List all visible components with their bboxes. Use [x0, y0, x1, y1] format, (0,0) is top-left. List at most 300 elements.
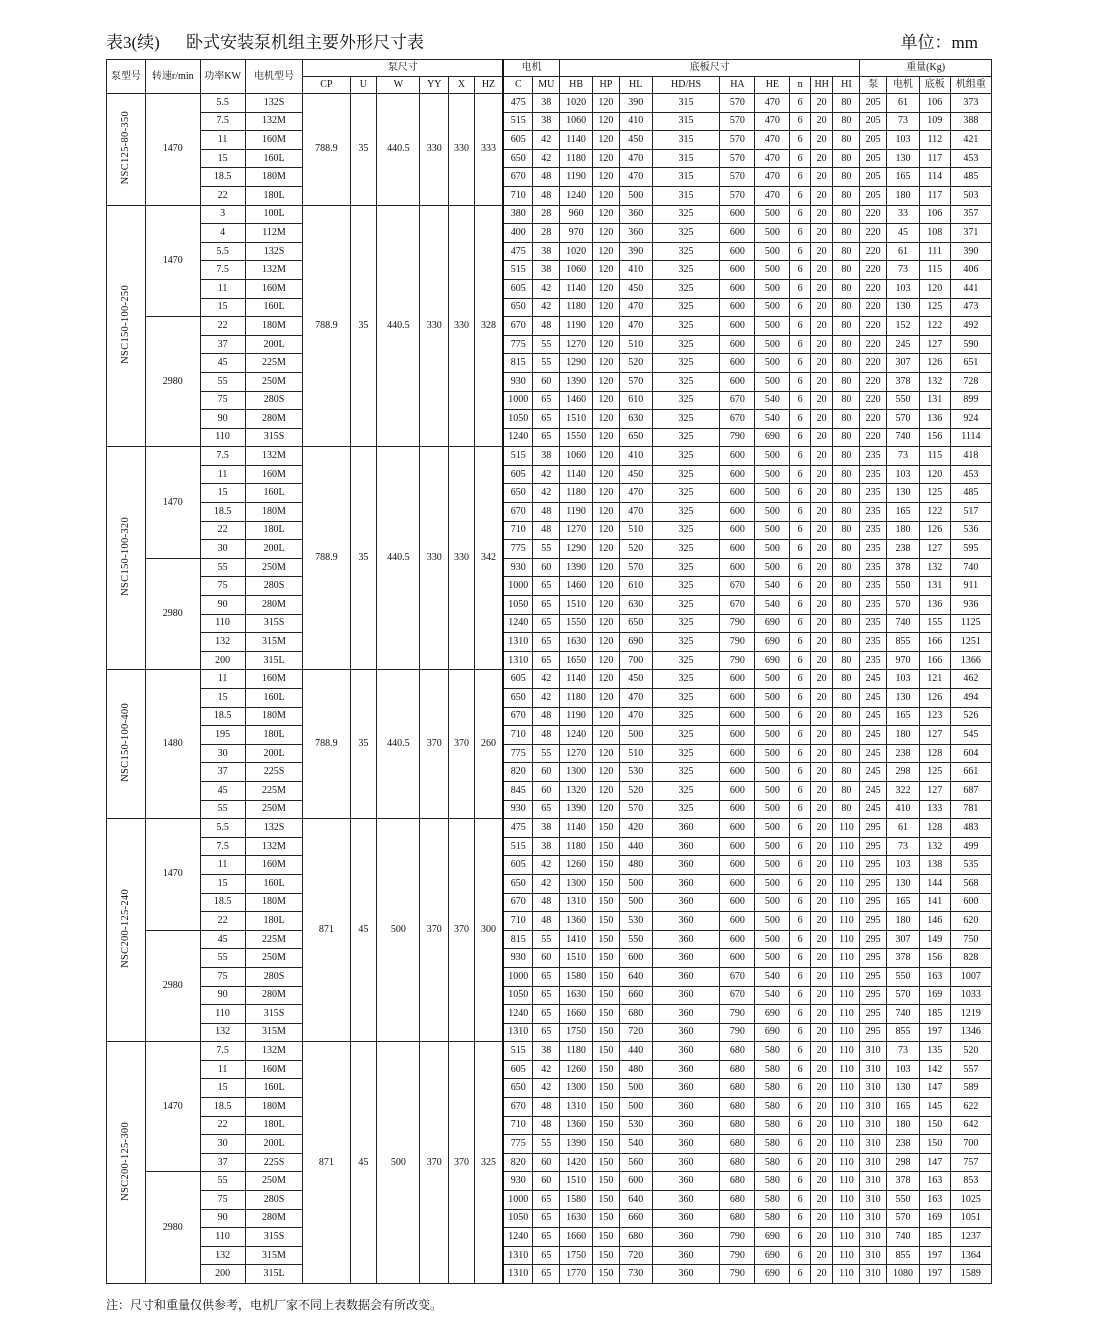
data-cell: 540: [755, 596, 790, 615]
data-cell: 500: [755, 707, 790, 726]
data-cell: 180: [887, 186, 920, 205]
data-cell: 325: [652, 614, 720, 633]
table-row: [107, 168, 992, 187]
subheader-cell: HD/HS: [652, 77, 720, 94]
data-cell: 605: [503, 465, 533, 484]
data-cell: 6: [790, 1246, 811, 1265]
motor-type-cell: 180M: [245, 707, 303, 726]
data-cell: 325: [652, 781, 720, 800]
data-cell: 220: [860, 261, 887, 280]
data-cell: 690: [755, 633, 790, 652]
data-cell: 197: [919, 1023, 950, 1042]
data-cell: 80: [833, 484, 860, 503]
data-cell: 150: [593, 1116, 620, 1135]
data-cell: 65: [533, 1209, 560, 1228]
data-cell: 6: [790, 967, 811, 986]
data-cell: 245: [860, 781, 887, 800]
data-cell: 65: [533, 1005, 560, 1024]
data-cell: 20: [810, 484, 833, 503]
data-cell: 421: [950, 131, 991, 150]
data-cell: 103: [887, 279, 920, 298]
data-cell: 710: [503, 521, 533, 540]
data-cell: 325: [652, 428, 720, 447]
data-cell: 1050: [503, 596, 533, 615]
data-cell: 540: [755, 391, 790, 410]
power-cell: 3: [200, 205, 245, 224]
data-cell: 20: [810, 651, 833, 670]
pump-dim-cell: 330: [420, 447, 449, 670]
data-cell: 48: [533, 317, 560, 336]
data-cell: 360: [652, 1005, 720, 1024]
data-cell: 20: [810, 540, 833, 559]
data-cell: 20: [810, 781, 833, 800]
motor-type-cell: 180M: [245, 1098, 303, 1117]
data-cell: 125: [919, 484, 950, 503]
motor-type-cell: 160L: [245, 1079, 303, 1098]
data-cell: 418: [950, 447, 991, 466]
data-cell: 855: [887, 633, 920, 652]
power-cell: 11: [200, 856, 245, 875]
data-cell: 600: [720, 317, 755, 336]
data-cell: 536: [950, 521, 991, 540]
data-cell: 500: [755, 874, 790, 893]
data-cell: 103: [887, 1060, 920, 1079]
data-cell: 295: [860, 930, 887, 949]
data-cell: 20: [810, 670, 833, 689]
data-cell: 310: [860, 1079, 887, 1098]
power-cell: 110: [200, 1228, 245, 1247]
data-cell: 1050: [503, 410, 533, 429]
data-cell: 20: [810, 503, 833, 522]
data-cell: 80: [833, 391, 860, 410]
data-cell: 235: [860, 614, 887, 633]
data-cell: 540: [755, 986, 790, 1005]
data-cell: 600: [720, 261, 755, 280]
data-cell: 6: [790, 149, 811, 168]
data-cell: 570: [720, 112, 755, 131]
motor-type-cell: 180L: [245, 521, 303, 540]
data-cell: 470: [619, 317, 652, 336]
data-cell: 815: [503, 354, 533, 373]
data-cell: 1630: [560, 1209, 593, 1228]
power-cell: 5.5: [200, 819, 245, 838]
data-cell: 38: [533, 819, 560, 838]
data-cell: 220: [860, 410, 887, 429]
data-cell: 103: [887, 856, 920, 875]
data-cell: 33: [887, 205, 920, 224]
data-cell: 20: [810, 1023, 833, 1042]
table-row: [107, 1116, 992, 1135]
data-cell: 485: [950, 484, 991, 503]
data-cell: 42: [533, 856, 560, 875]
data-cell: 65: [533, 577, 560, 596]
data-cell: 540: [755, 577, 790, 596]
subheader-cell: n: [790, 77, 811, 94]
data-cell: 680: [720, 1060, 755, 1079]
data-cell: 120: [593, 131, 620, 150]
data-cell: 360: [652, 912, 720, 931]
data-cell: 65: [533, 1265, 560, 1284]
data-cell: 110: [833, 967, 860, 986]
power-cell: 7.5: [200, 261, 245, 280]
data-cell: 110: [833, 930, 860, 949]
data-cell: 1460: [560, 577, 593, 596]
data-cell: 103: [887, 465, 920, 484]
data-cell: 20: [810, 428, 833, 447]
pump-dim-cell: 788.9: [303, 94, 350, 206]
data-cell: 20: [810, 354, 833, 373]
model-label: NSC150-100-250: [119, 284, 131, 364]
data-cell: 325: [652, 744, 720, 763]
data-cell: 117: [919, 149, 950, 168]
data-cell: 710: [503, 186, 533, 205]
motor-type-cell: 160L: [245, 689, 303, 708]
table-row: [107, 1135, 992, 1154]
data-cell: 80: [833, 94, 860, 113]
table-row: [107, 726, 992, 745]
data-cell: 144: [919, 874, 950, 893]
data-cell: 20: [810, 893, 833, 912]
data-cell: 110: [833, 912, 860, 931]
pump-dim-cell: 330: [420, 94, 449, 206]
data-cell: 48: [533, 912, 560, 931]
unit-label: 单位：mm: [900, 33, 978, 52]
data-cell: 325: [652, 298, 720, 317]
data-cell: 48: [533, 707, 560, 726]
data-cell: 325: [652, 410, 720, 429]
data-cell: 360: [652, 930, 720, 949]
data-cell: 500: [755, 205, 790, 224]
motor-type-cell: 200L: [245, 335, 303, 354]
data-cell: 315: [652, 94, 720, 113]
data-cell: 1000: [503, 391, 533, 410]
data-cell: 557: [950, 1060, 991, 1079]
motor-type-cell: 180L: [245, 726, 303, 745]
data-cell: 20: [810, 930, 833, 949]
data-cell: 180: [887, 912, 920, 931]
power-cell: 15: [200, 484, 245, 503]
power-cell: 18.5: [200, 893, 245, 912]
data-cell: 150: [593, 1042, 620, 1061]
data-cell: 150: [593, 1079, 620, 1098]
pump-dim-cell: 440.5: [377, 94, 420, 206]
table-row: [107, 874, 992, 893]
data-cell: 930: [503, 949, 533, 968]
data-cell: 500: [755, 689, 790, 708]
data-cell: 6: [790, 1060, 811, 1079]
data-cell: 781: [950, 800, 991, 819]
data-cell: 150: [593, 1060, 620, 1079]
data-cell: 6: [790, 205, 811, 224]
data-cell: 520: [619, 781, 652, 800]
data-cell: 470: [619, 484, 652, 503]
data-cell: 1310: [503, 651, 533, 670]
data-cell: 790: [720, 1265, 755, 1284]
data-cell: 1580: [560, 967, 593, 986]
data-cell: 235: [860, 447, 887, 466]
data-cell: 406: [950, 261, 991, 280]
data-cell: 103: [887, 670, 920, 689]
data-cell: 245: [860, 726, 887, 745]
data-cell: 220: [860, 354, 887, 373]
data-cell: 1190: [560, 168, 593, 187]
motor-type-cell: 200L: [245, 540, 303, 559]
motor-type-cell: 160L: [245, 149, 303, 168]
pump-dim-cell: 370: [449, 670, 475, 819]
data-cell: 453: [950, 465, 991, 484]
data-cell: 310: [860, 1191, 887, 1210]
data-cell: 295: [860, 949, 887, 968]
data-cell: 600: [720, 744, 755, 763]
data-cell: 500: [755, 949, 790, 968]
data-cell: 500: [755, 261, 790, 280]
header-row-top: [107, 60, 992, 77]
data-cell: 500: [755, 744, 790, 763]
motor-type-cell: 200L: [245, 1135, 303, 1154]
data-cell: 325: [652, 763, 720, 782]
data-cell: 80: [833, 521, 860, 540]
data-cell: 710: [503, 912, 533, 931]
table-row: [107, 372, 992, 391]
data-cell: 80: [833, 577, 860, 596]
data-cell: 410: [887, 800, 920, 819]
table-row: [107, 540, 992, 559]
data-cell: 475: [503, 819, 533, 838]
col-power: 功率KW: [200, 60, 245, 94]
data-cell: 373: [950, 94, 991, 113]
subheader-cell: HI: [833, 77, 860, 94]
data-cell: 1510: [560, 1172, 593, 1191]
data-cell: 165: [887, 893, 920, 912]
data-cell: 570: [720, 131, 755, 150]
power-cell: 200: [200, 1265, 245, 1284]
data-cell: 6: [790, 689, 811, 708]
data-cell: 80: [833, 261, 860, 280]
table-row: [107, 967, 992, 986]
data-cell: 730: [619, 1265, 652, 1284]
data-cell: 570: [720, 168, 755, 187]
data-cell: 380: [503, 205, 533, 224]
data-cell: 80: [833, 763, 860, 782]
motor-type-cell: 160L: [245, 484, 303, 503]
data-cell: 42: [533, 874, 560, 893]
power-cell: 45: [200, 930, 245, 949]
subheader-cell: 底板: [919, 77, 950, 94]
data-cell: 110: [833, 986, 860, 1005]
power-cell: 22: [200, 912, 245, 931]
data-cell: 65: [533, 1246, 560, 1265]
data-cell: 570: [619, 558, 652, 577]
data-cell: 670: [503, 503, 533, 522]
power-cell: 55: [200, 372, 245, 391]
data-cell: 128: [919, 819, 950, 838]
data-cell: 325: [652, 465, 720, 484]
data-cell: 235: [860, 633, 887, 652]
data-cell: 470: [619, 149, 652, 168]
data-cell: 580: [755, 1135, 790, 1154]
data-cell: 20: [810, 558, 833, 577]
data-cell: 622: [950, 1098, 991, 1117]
data-cell: 515: [503, 837, 533, 856]
model-cell: [107, 205, 146, 447]
data-cell: 245: [860, 763, 887, 782]
data-cell: 150: [593, 1209, 620, 1228]
data-cell: 605: [503, 279, 533, 298]
data-cell: 1770: [560, 1265, 593, 1284]
data-cell: 1750: [560, 1246, 593, 1265]
table-row: [107, 912, 992, 931]
pump-dim-cell: 35: [350, 94, 377, 206]
table-row: [107, 131, 992, 150]
data-cell: 1240: [503, 1228, 533, 1247]
data-cell: 80: [833, 410, 860, 429]
data-cell: 295: [860, 986, 887, 1005]
data-cell: 500: [755, 465, 790, 484]
data-cell: 130: [887, 298, 920, 317]
data-cell: 126: [919, 521, 950, 540]
data-cell: 517: [950, 503, 991, 522]
data-cell: 65: [533, 596, 560, 615]
data-cell: 515: [503, 261, 533, 280]
data-cell: 515: [503, 1042, 533, 1061]
data-cell: 6: [790, 279, 811, 298]
data-cell: 6: [790, 800, 811, 819]
data-cell: 360: [652, 856, 720, 875]
power-cell: 22: [200, 186, 245, 205]
col-speed: 转速r/min: [146, 60, 200, 94]
table-row: [107, 651, 992, 670]
data-cell: 20: [810, 707, 833, 726]
data-cell: 120: [593, 372, 620, 391]
motor-type-cell: 132S: [245, 819, 303, 838]
data-cell: 20: [810, 1228, 833, 1247]
data-cell: 470: [619, 707, 652, 726]
data-cell: 238: [887, 1135, 920, 1154]
data-cell: 310: [860, 1265, 887, 1284]
data-cell: 1080: [887, 1265, 920, 1284]
data-cell: 580: [755, 1172, 790, 1191]
data-cell: 650: [503, 484, 533, 503]
subheader-cell: MU: [533, 77, 560, 94]
speed-cell: 2980: [146, 930, 200, 1042]
data-cell: 245: [860, 800, 887, 819]
data-cell: 470: [755, 186, 790, 205]
data-cell: 570: [619, 800, 652, 819]
data-cell: 410: [619, 447, 652, 466]
data-cell: 220: [860, 279, 887, 298]
data-cell: 42: [533, 465, 560, 484]
col-motor: 电机: [503, 60, 560, 77]
data-cell: 20: [810, 372, 833, 391]
col-weight: 重量(Kg): [860, 60, 992, 77]
data-cell: 500: [755, 763, 790, 782]
data-cell: 156: [919, 949, 950, 968]
data-cell: 510: [619, 521, 652, 540]
data-cell: 930: [503, 1172, 533, 1191]
data-cell: 325: [652, 372, 720, 391]
data-cell: 526: [950, 707, 991, 726]
data-cell: 235: [860, 651, 887, 670]
motor-type-cell: 180L: [245, 912, 303, 931]
data-cell: 970: [560, 224, 593, 243]
data-cell: 20: [810, 149, 833, 168]
data-cell: 130: [887, 149, 920, 168]
data-cell: 470: [755, 149, 790, 168]
data-cell: 310: [860, 1246, 887, 1265]
data-cell: 150: [593, 1191, 620, 1210]
data-cell: 60: [533, 781, 560, 800]
data-cell: 775: [503, 540, 533, 559]
data-cell: 325: [652, 354, 720, 373]
power-cell: 11: [200, 1060, 245, 1079]
data-cell: 600: [720, 912, 755, 931]
data-cell: 20: [810, 1060, 833, 1079]
data-cell: 150: [593, 949, 620, 968]
data-cell: 205: [860, 112, 887, 131]
data-cell: 38: [533, 1042, 560, 1061]
data-cell: 924: [950, 410, 991, 429]
data-cell: 360: [652, 1023, 720, 1042]
data-cell: 550: [887, 391, 920, 410]
data-cell: 150: [593, 930, 620, 949]
motor-type-cell: 315M: [245, 1023, 303, 1042]
motor-type-cell: 132S: [245, 94, 303, 113]
motor-type-cell: 160M: [245, 1060, 303, 1079]
data-cell: 1390: [560, 558, 593, 577]
power-cell: 15: [200, 874, 245, 893]
data-cell: 38: [533, 242, 560, 261]
data-cell: 600: [720, 837, 755, 856]
data-cell: 127: [919, 726, 950, 745]
data-cell: 600: [720, 856, 755, 875]
data-cell: 38: [533, 94, 560, 113]
data-cell: 650: [503, 1079, 533, 1098]
power-cell: 11: [200, 279, 245, 298]
data-cell: 307: [887, 354, 920, 373]
motor-type-cell: 315S: [245, 428, 303, 447]
data-cell: 61: [887, 94, 920, 113]
data-cell: 1320: [560, 781, 593, 800]
data-cell: 360: [652, 1153, 720, 1172]
data-cell: 6: [790, 1098, 811, 1117]
data-cell: 580: [755, 1060, 790, 1079]
table-row: [107, 354, 992, 373]
data-cell: 20: [810, 763, 833, 782]
data-cell: 1260: [560, 856, 593, 875]
data-cell: 853: [950, 1172, 991, 1191]
data-cell: 600: [720, 484, 755, 503]
data-cell: 20: [810, 242, 833, 261]
power-cell: 37: [200, 335, 245, 354]
data-cell: 500: [619, 726, 652, 745]
data-cell: 169: [919, 986, 950, 1005]
data-cell: 128: [919, 744, 950, 763]
table-row: [107, 1172, 992, 1191]
data-cell: 325: [652, 633, 720, 652]
data-cell: 325: [652, 261, 720, 280]
data-cell: 48: [533, 1116, 560, 1135]
data-cell: 65: [533, 800, 560, 819]
data-cell: 20: [810, 744, 833, 763]
data-cell: 220: [860, 242, 887, 261]
data-cell: 325: [652, 335, 720, 354]
data-cell: 20: [810, 726, 833, 745]
data-cell: 325: [652, 577, 720, 596]
data-cell: 1033: [950, 986, 991, 1005]
data-cell: 1180: [560, 689, 593, 708]
table-row: [107, 614, 992, 633]
motor-type-cell: 280S: [245, 577, 303, 596]
